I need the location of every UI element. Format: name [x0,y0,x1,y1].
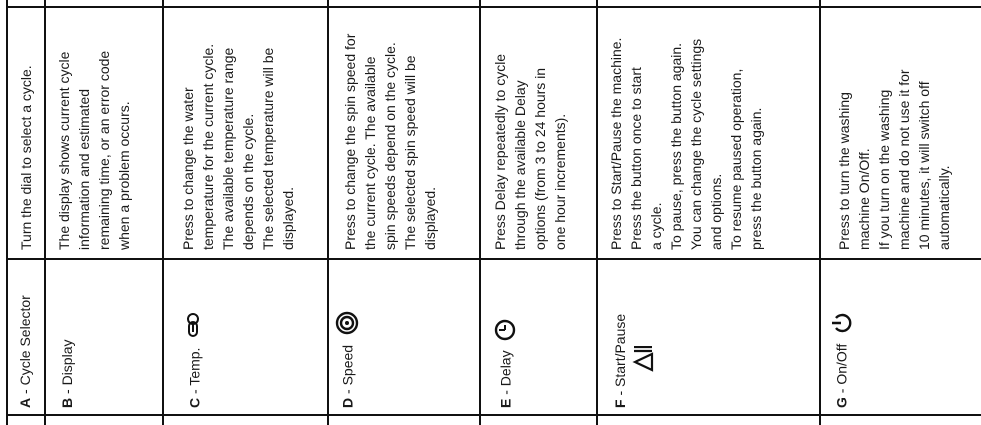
row-description [178,44,298,250]
row-label: G - On/Off [830,312,856,408]
row-divider [6,0,8,425]
description-line: The display shows current cycle [56,51,72,250]
row-description [490,54,570,250]
description-line: temperature for the current cycle. [200,43,216,250]
row-label: C - Temp. [183,312,209,408]
row-letter: B [59,397,75,408]
row-label: D - Speed [335,311,363,408]
row-letter: C [186,397,203,408]
spiral-icon [335,311,363,335]
row-divider [819,0,821,425]
row-name: Temp. [186,347,203,386]
row-name: Cycle Selector [17,295,33,386]
description-line: options (from 3 to 24 hours in [532,67,548,250]
row-letter: F [612,399,628,408]
table-row [335,311,363,408]
description-line: automatically. [936,165,952,250]
description-line: the current cycle. The available [362,56,378,250]
description-line: displayed. [422,186,438,250]
description-line: machine and do not use it for [896,69,912,250]
row-divider [596,0,598,425]
description-line: information and estimated [76,88,92,250]
description-line: Turn the dial to select a cycle. [18,65,34,250]
power-icon [830,312,856,334]
row-name: Display [59,339,75,386]
description-line: and options. [708,173,724,250]
thermometer-icon [183,312,209,338]
play-pause-icon [631,346,660,372]
row-divider [162,0,164,425]
description-line: Press the button once to start [628,67,644,250]
row-divider [479,0,481,425]
table-row [183,312,209,408]
row-description [340,34,440,250]
description-line: If you turn on the washing [876,89,892,250]
description-line: The available temperature range [220,47,236,250]
row-label: A - Cycle Selector [17,295,33,408]
row-label: E - Delay [494,319,520,408]
row-letter: A [17,397,33,408]
row-label: F - Start/Pause [612,313,628,408]
description-line: You can change the cycle settings [688,38,704,250]
description-line: through the available Delay [512,80,528,250]
row-label: B - Display [59,339,75,408]
table-border-bottom [6,414,981,416]
row-letter: D [339,397,356,408]
row-letter: G [833,397,850,408]
row-description [54,51,134,250]
description-line: when a problem occurs. [116,101,132,250]
description-line: Press to turn the washing [836,92,852,250]
row-name: Delay [497,350,514,387]
row-name: Start/Pause [612,313,628,387]
description-line: remaining time, or an error code [96,50,112,250]
table-row [611,314,629,408]
description-line: To resume paused operation, [728,68,744,250]
description-line: Press to change the water [180,87,196,250]
description-line: displayed. [280,186,296,250]
description-line: depends on the cycle. [240,113,256,250]
table-row [494,319,520,408]
clock-icon [494,319,520,341]
description-line: Press to Start/Pause the machine. [608,37,624,250]
description-line: press the button again. [748,107,764,250]
description-line: a cycle. [648,202,664,250]
description-line: Press to change the spin speed for [342,33,358,250]
row-name: On/Off [833,343,850,385]
table-row [830,312,856,408]
row-divider [44,0,46,425]
description-line: The selected temperature will be [260,47,276,250]
row-divider [327,0,329,425]
description-line: Press Delay repeatedly to cycle [492,53,508,250]
description-line: To pause, press the button again. [668,42,684,250]
description-line: 10 minutes, it will switch off [916,81,932,250]
table-divider-columns [6,258,981,260]
description-line: spin speeds depend on the cycle. [382,42,398,250]
row-letter: E [497,398,514,408]
row-description [16,65,36,250]
table-border-top [6,6,981,8]
description-line: machine On/Off. [856,148,872,250]
row-description [606,38,766,250]
row-name: Speed [339,344,356,386]
row-description [834,69,954,250]
table-row [58,340,76,408]
description-line: one hour increments). [552,113,568,250]
description-line: The selected spin speed will be [402,55,418,250]
